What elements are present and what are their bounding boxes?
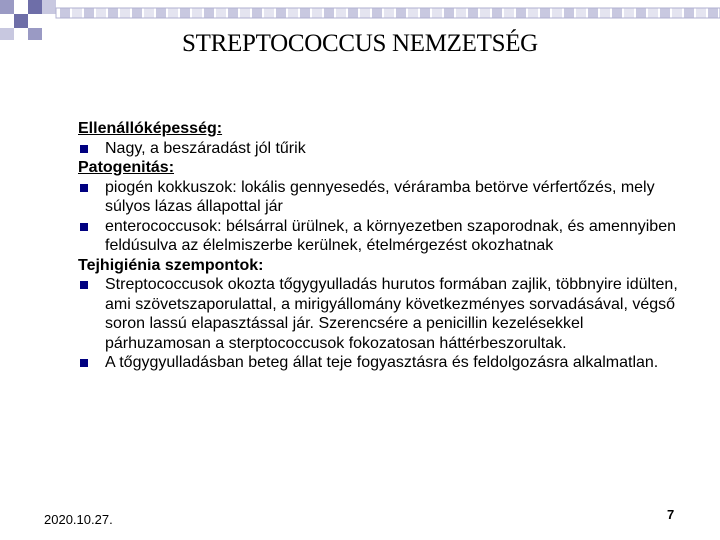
slide-body [78, 119, 678, 373]
section-heading-resistance: Ellenállóképesség: [78, 120, 223, 137]
square-bullet-icon [80, 223, 88, 231]
slide-date: 2020.10.27. [44, 512, 113, 527]
slide-title: STREPTOCOCCUS NEMZETSÉG [182, 30, 538, 57]
bullet-item: piogén kokkuszok: lokális gennyesedés, véráramba betörve vérfertőzés, mely súlyos lázas állapottal jár [78, 178, 678, 217]
section-heading-milk-hygiene: Tejhigiénia szempontok: [78, 256, 264, 274]
bullet-item: Nagy, a beszáradást jól tűrik [78, 139, 678, 159]
bullet-item: enterococcusok: bélsárral ürülnek, a környezetben szaporodnak, és amennyiben feldúsulva az élelmiszerbe kerülnek, ételmérgezést okozhatnak [78, 217, 678, 256]
square-bullet-icon [80, 145, 88, 153]
square-bullet-icon [80, 184, 88, 192]
square-bullet-icon [80, 281, 88, 289]
page-number: 7 [667, 507, 675, 522]
bullet-item: A tőgygyulladásban beteg állat teje fogyasztásra és feldolgozásra alkalmatlan. [78, 353, 678, 373]
bullet-item: Streptococcusok okozta tőgygyulladás hurutos formában zajlik, többnyire idülten, ami szövetszaporulattal, a mirigyállomány következményes sorvadásával, végső soron lassú elapasztással jár. Szerencsére a penicillin kezelésekkel párhuzamosan a sterptococcusok fokozatosan háttérbeszorultak. [78, 275, 678, 353]
section-heading-pathogenicity: Patogenitás: [78, 159, 175, 176]
square-bullet-icon [80, 359, 88, 367]
